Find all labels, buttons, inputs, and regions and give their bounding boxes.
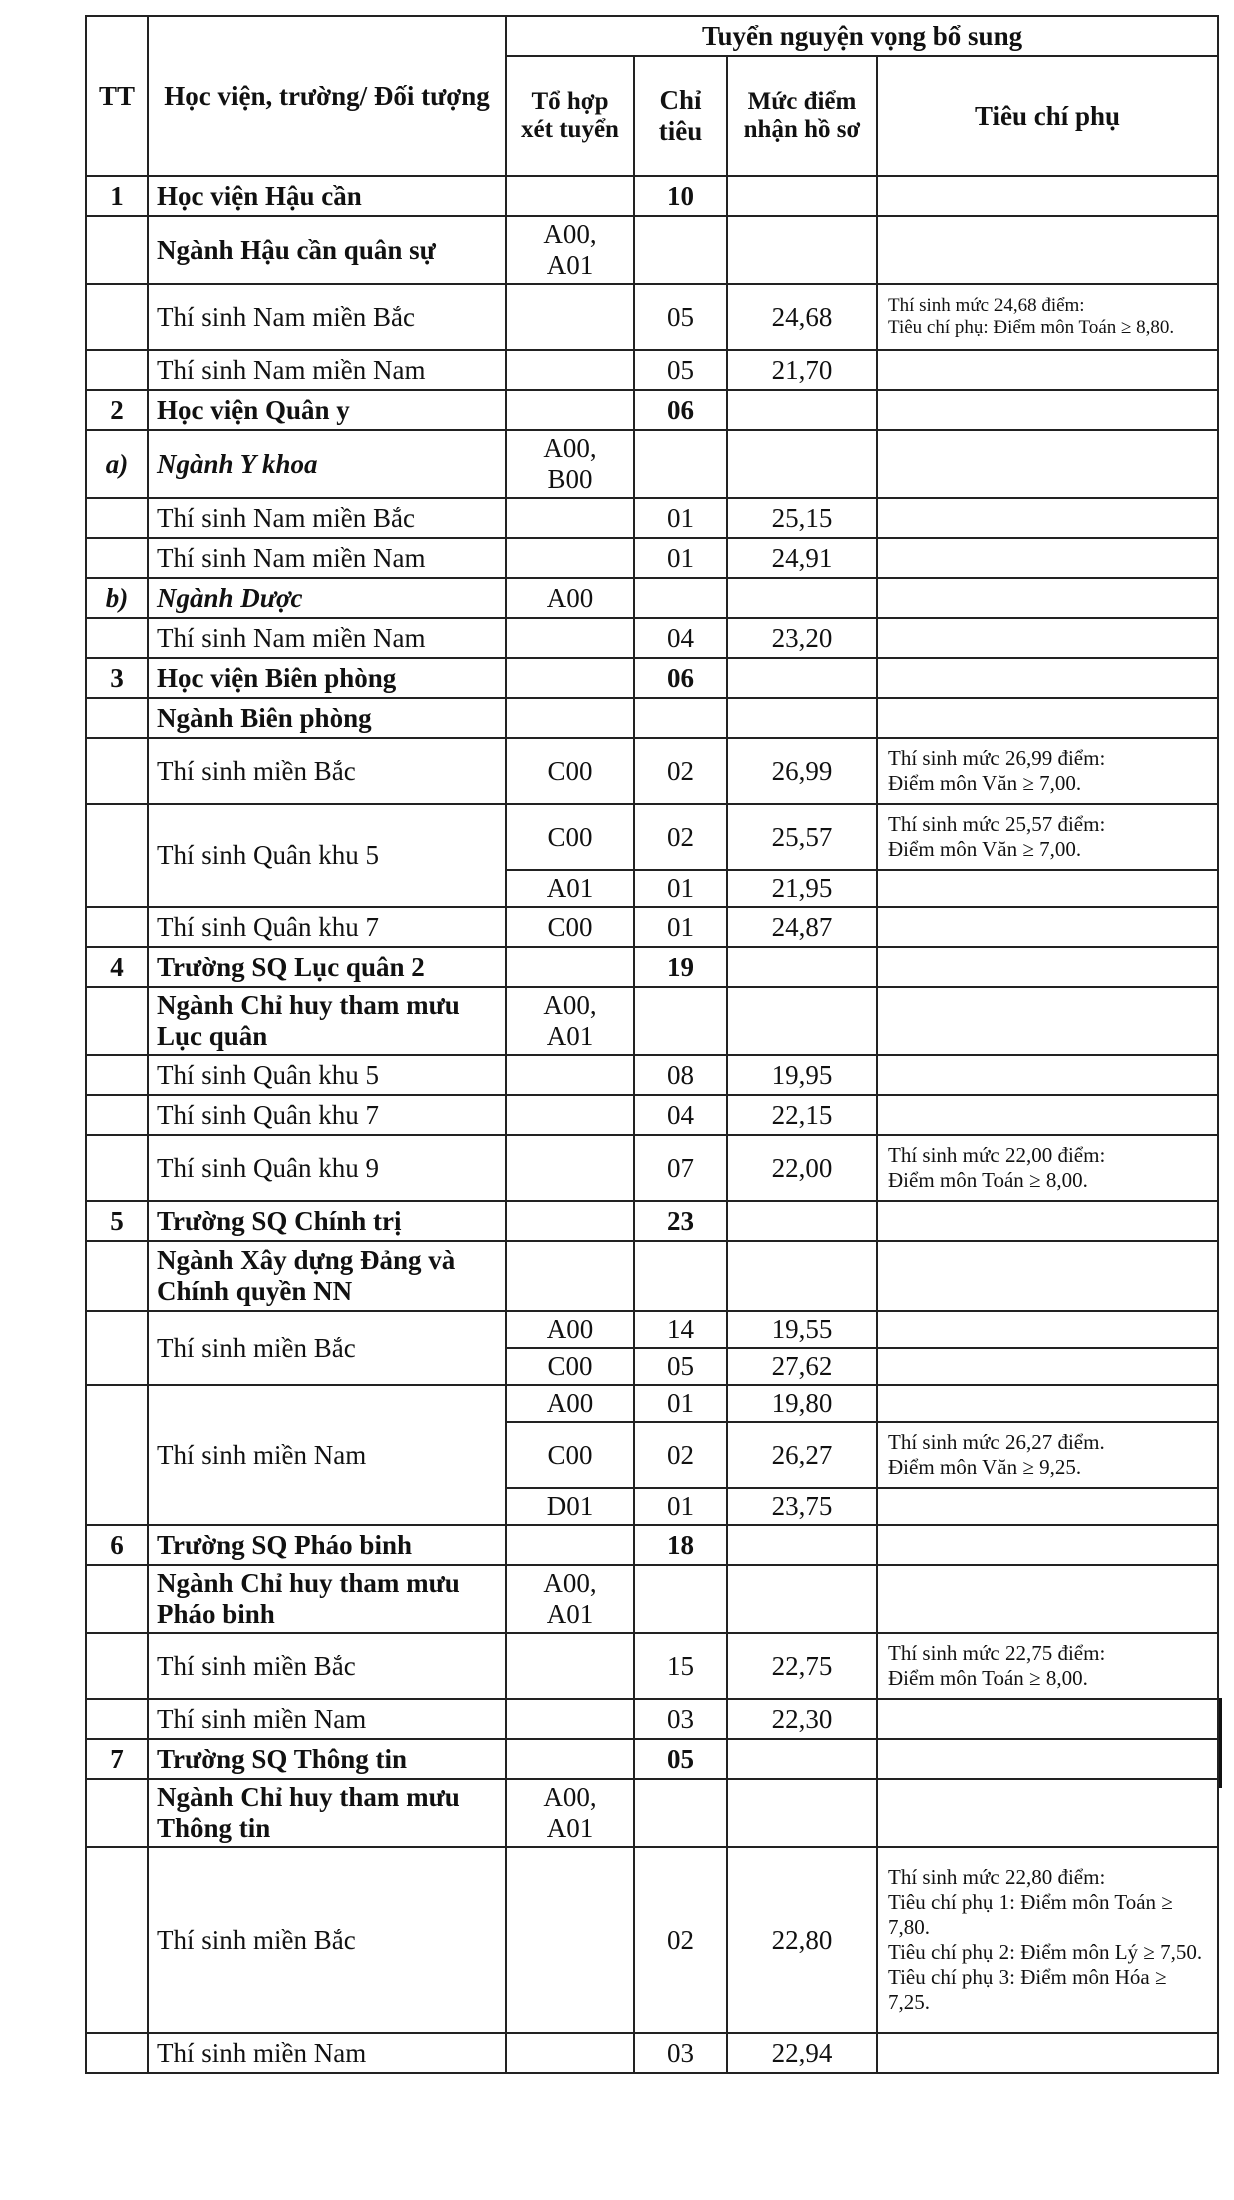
cell-name: Thí sinh miền Bắc	[148, 738, 506, 804]
cell-score	[727, 1525, 877, 1565]
cell-score: 22,30	[727, 1699, 877, 1739]
cell-quota: 01	[634, 498, 727, 538]
cell-criteria	[877, 1311, 1218, 1348]
cell-criteria	[877, 1055, 1218, 1095]
major-row	[86, 578, 1218, 618]
cell-tt	[86, 1055, 148, 1095]
cell-name: Thí sinh Quân khu 9	[148, 1135, 506, 1201]
cell-quota: 03	[634, 1699, 727, 1739]
cell-combo: A00, A01	[506, 1779, 634, 1847]
cell-criteria	[877, 698, 1218, 738]
cell-criteria	[877, 1488, 1218, 1525]
cell-quota: 01	[634, 907, 727, 947]
table-row	[86, 804, 1218, 870]
cell-criteria	[877, 390, 1218, 430]
cell-quota: 04	[634, 1095, 727, 1135]
cell-quota: 23	[634, 1201, 727, 1241]
cell-score: 26,99	[727, 738, 877, 804]
cell-tt	[86, 698, 148, 738]
cell-criteria	[877, 947, 1218, 987]
cell-name: Thí sinh Quân khu 5	[148, 804, 506, 907]
cell-criteria: Thí sinh mức 22,75 điểm: Điểm môn Toán ≥ 8,00.	[877, 1633, 1218, 1699]
cell-score: 26,27	[727, 1422, 877, 1488]
table-row	[86, 498, 1218, 538]
cell-tt	[86, 1135, 148, 1201]
cell-criteria: Thí sinh mức 24,68 điểm: Tiêu chí phụ: Điểm môn Toán ≥ 8,80.	[877, 284, 1218, 350]
school-row	[86, 1525, 1218, 1565]
cell-tt	[86, 738, 148, 804]
cell-combo	[506, 1095, 634, 1135]
cell-score: 23,20	[727, 618, 877, 658]
cell-name: Trường SQ Pháo binh	[148, 1525, 506, 1565]
cell-criteria	[877, 350, 1218, 390]
cell-quota	[634, 1241, 727, 1311]
cell-name: Thí sinh Quân khu 7	[148, 907, 506, 947]
table-row	[86, 1385, 1218, 1422]
cell-score	[727, 947, 877, 987]
cell-tt	[86, 1633, 148, 1699]
cell-criteria	[877, 1385, 1218, 1422]
cell-score: 23,75	[727, 1488, 877, 1525]
cell-combo: A00	[506, 578, 634, 618]
cell-name: Thí sinh Nam miền Nam	[148, 618, 506, 658]
cell-name: Thí sinh miền Bắc	[148, 1311, 506, 1385]
cell-name: Thí sinh miền Nam	[148, 2033, 506, 2073]
cell-name: Ngành Y khoa	[148, 430, 506, 498]
cell-quota: 02	[634, 804, 727, 870]
cell-tt	[86, 1565, 148, 1633]
margin-mark	[1219, 1698, 1222, 1788]
cell-criteria	[877, 216, 1218, 284]
table-body	[86, 176, 1218, 2073]
cell-quota: 18	[634, 1525, 727, 1565]
cell-combo	[506, 176, 634, 216]
cell-score	[727, 987, 877, 1055]
major-row	[86, 216, 1218, 284]
table-row	[86, 1847, 1218, 2033]
table-row	[86, 907, 1218, 947]
major-row	[86, 1565, 1218, 1633]
cell-score	[727, 578, 877, 618]
cell-name: Trường SQ Chính trị	[148, 1201, 506, 1241]
cell-score: 22,80	[727, 1847, 877, 2033]
cell-name: Thí sinh Nam miền Nam	[148, 350, 506, 390]
cell-criteria: Thí sinh mức 26,27 điểm. Điểm môn Văn ≥ 9,25.	[877, 1422, 1218, 1488]
table-row	[86, 618, 1218, 658]
table-header	[86, 16, 1218, 176]
cell-combo	[506, 1241, 634, 1311]
cell-score	[727, 1565, 877, 1633]
cell-score	[727, 658, 877, 698]
cell-quota: 05	[634, 1739, 727, 1779]
cell-name: Thí sinh Nam miền Nam	[148, 538, 506, 578]
header-score: Mức điểm nhận hồ sơ	[727, 56, 877, 176]
cell-score: 22,94	[727, 2033, 877, 2073]
cell-combo	[506, 1201, 634, 1241]
cell-criteria	[877, 1779, 1218, 1847]
table-row	[86, 538, 1218, 578]
cell-tt: 7	[86, 1739, 148, 1779]
cell-name: Ngành Xây dựng Đảng và Chính quyền NN	[148, 1241, 506, 1311]
cell-combo	[506, 498, 634, 538]
cell-quota: 15	[634, 1633, 727, 1699]
cell-quota: 05	[634, 284, 727, 350]
cell-name: Thí sinh miền Nam	[148, 1699, 506, 1739]
header-quota: Chỉ tiêu	[634, 56, 727, 176]
header-group: Tuyển nguyện vọng bổ sung	[506, 16, 1218, 56]
cell-score	[727, 390, 877, 430]
cell-quota	[634, 430, 727, 498]
school-row	[86, 390, 1218, 430]
cell-combo	[506, 1739, 634, 1779]
school-row	[86, 1739, 1218, 1779]
cell-criteria	[877, 578, 1218, 618]
cell-quota	[634, 1779, 727, 1847]
cell-criteria	[877, 870, 1218, 907]
cell-name: Học viện Biên phòng	[148, 658, 506, 698]
major-row	[86, 1241, 1218, 1311]
cell-name: Ngành Chỉ huy tham mưu Pháo binh	[148, 1565, 506, 1633]
cell-score	[727, 430, 877, 498]
cell-criteria: Thí sinh mức 22,80 điểm: Tiêu chí phụ 1: Điểm môn Toán ≥ 7,80. Tiêu chí phụ 2: Điểm môn Lý ≥ 7,50. Tiêu chí phụ 3: Điểm môn Hóa ≥ 7,25.	[877, 1847, 1218, 2033]
cell-combo	[506, 1525, 634, 1565]
cell-tt	[86, 1779, 148, 1847]
cell-combo: A00	[506, 1311, 634, 1348]
cell-score	[727, 698, 877, 738]
cell-quota: 05	[634, 1348, 727, 1385]
cell-tt	[86, 1095, 148, 1135]
cell-name: Thí sinh miền Nam	[148, 1385, 506, 1525]
cell-score	[727, 176, 877, 216]
table-row	[86, 284, 1218, 350]
cell-quota: 03	[634, 2033, 727, 2073]
cell-criteria	[877, 2033, 1218, 2073]
cell-quota: 07	[634, 1135, 727, 1201]
cell-criteria	[877, 1699, 1218, 1739]
cell-score: 27,62	[727, 1348, 877, 1385]
cell-quota: 02	[634, 738, 727, 804]
cell-criteria: Thí sinh mức 26,99 điểm: Điểm môn Văn ≥ 7,00.	[877, 738, 1218, 804]
cell-criteria	[877, 658, 1218, 698]
cell-combo: A00, A01	[506, 987, 634, 1055]
cell-tt: 3	[86, 658, 148, 698]
cell-criteria	[877, 1739, 1218, 1779]
cell-combo	[506, 1847, 634, 2033]
cell-tt: b)	[86, 578, 148, 618]
cell-combo	[506, 350, 634, 390]
cell-name: Thí sinh Nam miền Bắc	[148, 284, 506, 350]
school-row	[86, 658, 1218, 698]
cell-tt	[86, 987, 148, 1055]
cell-quota: 01	[634, 870, 727, 907]
cell-criteria	[877, 1201, 1218, 1241]
cell-tt	[86, 1699, 148, 1739]
cell-quota	[634, 216, 727, 284]
cell-tt	[86, 907, 148, 947]
cell-quota	[634, 1565, 727, 1633]
cell-score: 24,68	[727, 284, 877, 350]
cell-criteria	[877, 1525, 1218, 1565]
cell-quota: 01	[634, 538, 727, 578]
cell-tt: 6	[86, 1525, 148, 1565]
cell-tt	[86, 1385, 148, 1525]
table-row	[86, 350, 1218, 390]
cell-name: Ngành Dược	[148, 578, 506, 618]
cell-criteria: Thí sinh mức 25,57 điểm: Điểm môn Văn ≥ 7,00.	[877, 804, 1218, 870]
cell-tt: 4	[86, 947, 148, 987]
cell-combo: C00	[506, 1348, 634, 1385]
cell-name: Thí sinh miền Bắc	[148, 1847, 506, 2033]
cell-criteria	[877, 1241, 1218, 1311]
cell-score: 19,95	[727, 1055, 877, 1095]
table-row	[86, 1699, 1218, 1739]
cell-quota	[634, 578, 727, 618]
cell-combo	[506, 658, 634, 698]
cell-tt	[86, 1847, 148, 2033]
cell-combo: A00, A01	[506, 1565, 634, 1633]
cell-combo	[506, 1699, 634, 1739]
cell-combo: A00, B00	[506, 430, 634, 498]
cell-criteria: Thí sinh mức 22,00 điểm: Điểm môn Toán ≥ 8,00.	[877, 1135, 1218, 1201]
cell-quota: 08	[634, 1055, 727, 1095]
cell-combo: C00	[506, 1422, 634, 1488]
cell-tt	[86, 498, 148, 538]
header-institution: Học viện, trường/ Đối tượng	[148, 16, 506, 176]
cell-criteria	[877, 907, 1218, 947]
cell-name: Ngành Chỉ huy tham mưu Lục quân	[148, 987, 506, 1055]
cell-tt: 2	[86, 390, 148, 430]
cell-quota: 05	[634, 350, 727, 390]
school-row	[86, 947, 1218, 987]
cell-score	[727, 1201, 877, 1241]
cell-score: 22,15	[727, 1095, 877, 1135]
cell-tt: a)	[86, 430, 148, 498]
table-row	[86, 1311, 1218, 1348]
cell-score: 19,80	[727, 1385, 877, 1422]
cell-quota: 04	[634, 618, 727, 658]
major-row	[86, 698, 1218, 738]
cell-tt: 1	[86, 176, 148, 216]
cell-combo	[506, 390, 634, 430]
cell-score: 21,70	[727, 350, 877, 390]
cell-combo	[506, 1055, 634, 1095]
cell-criteria	[877, 176, 1218, 216]
cell-quota: 06	[634, 658, 727, 698]
cell-combo	[506, 284, 634, 350]
school-row	[86, 1201, 1218, 1241]
cell-combo: C00	[506, 804, 634, 870]
cell-quota: 01	[634, 1385, 727, 1422]
cell-quota: 02	[634, 1847, 727, 2033]
cell-tt	[86, 216, 148, 284]
cell-combo: D01	[506, 1488, 634, 1525]
cell-combo	[506, 1135, 634, 1201]
cell-name: Trường SQ Thông tin	[148, 1739, 506, 1779]
table-row	[86, 738, 1218, 804]
cell-combo	[506, 2033, 634, 2073]
cell-quota: 10	[634, 176, 727, 216]
cell-combo	[506, 1633, 634, 1699]
header-tt: TT	[86, 16, 148, 176]
cell-score	[727, 1739, 877, 1779]
cell-combo: C00	[506, 907, 634, 947]
header-criteria: Tiêu chí phụ	[877, 56, 1218, 176]
cell-score	[727, 216, 877, 284]
cell-name: Thí sinh Quân khu 5	[148, 1055, 506, 1095]
cell-criteria	[877, 1348, 1218, 1385]
cell-combo	[506, 618, 634, 658]
cell-quota	[634, 698, 727, 738]
cell-score: 24,87	[727, 907, 877, 947]
cell-tt	[86, 350, 148, 390]
cell-quota	[634, 987, 727, 1055]
cell-score: 22,75	[727, 1633, 877, 1699]
cell-score: 22,00	[727, 1135, 877, 1201]
cell-combo: A00, A01	[506, 216, 634, 284]
admission-table	[85, 15, 1219, 2074]
cell-score: 19,55	[727, 1311, 877, 1348]
major-row	[86, 430, 1218, 498]
cell-name: Ngành Hậu cần quân sự	[148, 216, 506, 284]
cell-score	[727, 1241, 877, 1311]
cell-tt	[86, 284, 148, 350]
header-combo: Tổ hợp xét tuyển	[506, 56, 634, 176]
cell-quota: 02	[634, 1422, 727, 1488]
cell-combo: C00	[506, 738, 634, 804]
cell-score: 25,57	[727, 804, 877, 870]
cell-quota: 06	[634, 390, 727, 430]
cell-tt: 5	[86, 1201, 148, 1241]
major-row	[86, 1779, 1218, 1847]
cell-combo: A00	[506, 1385, 634, 1422]
cell-criteria	[877, 987, 1218, 1055]
table-row	[86, 1135, 1218, 1201]
cell-quota: 19	[634, 947, 727, 987]
cell-tt	[86, 1311, 148, 1385]
cell-criteria	[877, 1095, 1218, 1135]
cell-combo	[506, 947, 634, 987]
table-row	[86, 2033, 1218, 2073]
cell-criteria	[877, 538, 1218, 578]
table-row	[86, 1055, 1218, 1095]
cell-criteria	[877, 1565, 1218, 1633]
cell-combo	[506, 538, 634, 578]
cell-tt	[86, 804, 148, 907]
cell-tt	[86, 618, 148, 658]
cell-quota: 14	[634, 1311, 727, 1348]
cell-combo	[506, 698, 634, 738]
cell-criteria	[877, 498, 1218, 538]
cell-tt	[86, 2033, 148, 2073]
cell-quota: 01	[634, 1488, 727, 1525]
cell-name: Học viện Hậu cần	[148, 176, 506, 216]
major-row	[86, 987, 1218, 1055]
cell-name: Học viện Quân y	[148, 390, 506, 430]
cell-score: 21,95	[727, 870, 877, 907]
cell-combo: A01	[506, 870, 634, 907]
table-row	[86, 1633, 1218, 1699]
table-row	[86, 1095, 1218, 1135]
cell-name: Trường SQ Lục quân 2	[148, 947, 506, 987]
cell-tt	[86, 1241, 148, 1311]
cell-score	[727, 1779, 877, 1847]
school-row	[86, 176, 1218, 216]
cell-name: Ngành Chỉ huy tham mưu Thông tin	[148, 1779, 506, 1847]
cell-score: 24,91	[727, 538, 877, 578]
cell-name: Thí sinh miền Bắc	[148, 1633, 506, 1699]
cell-criteria	[877, 618, 1218, 658]
cell-name: Ngành Biên phòng	[148, 698, 506, 738]
cell-name: Thí sinh Nam miền Bắc	[148, 498, 506, 538]
cell-score: 25,15	[727, 498, 877, 538]
cell-criteria	[877, 430, 1218, 498]
cell-name: Thí sinh Quân khu 7	[148, 1095, 506, 1135]
cell-tt	[86, 538, 148, 578]
